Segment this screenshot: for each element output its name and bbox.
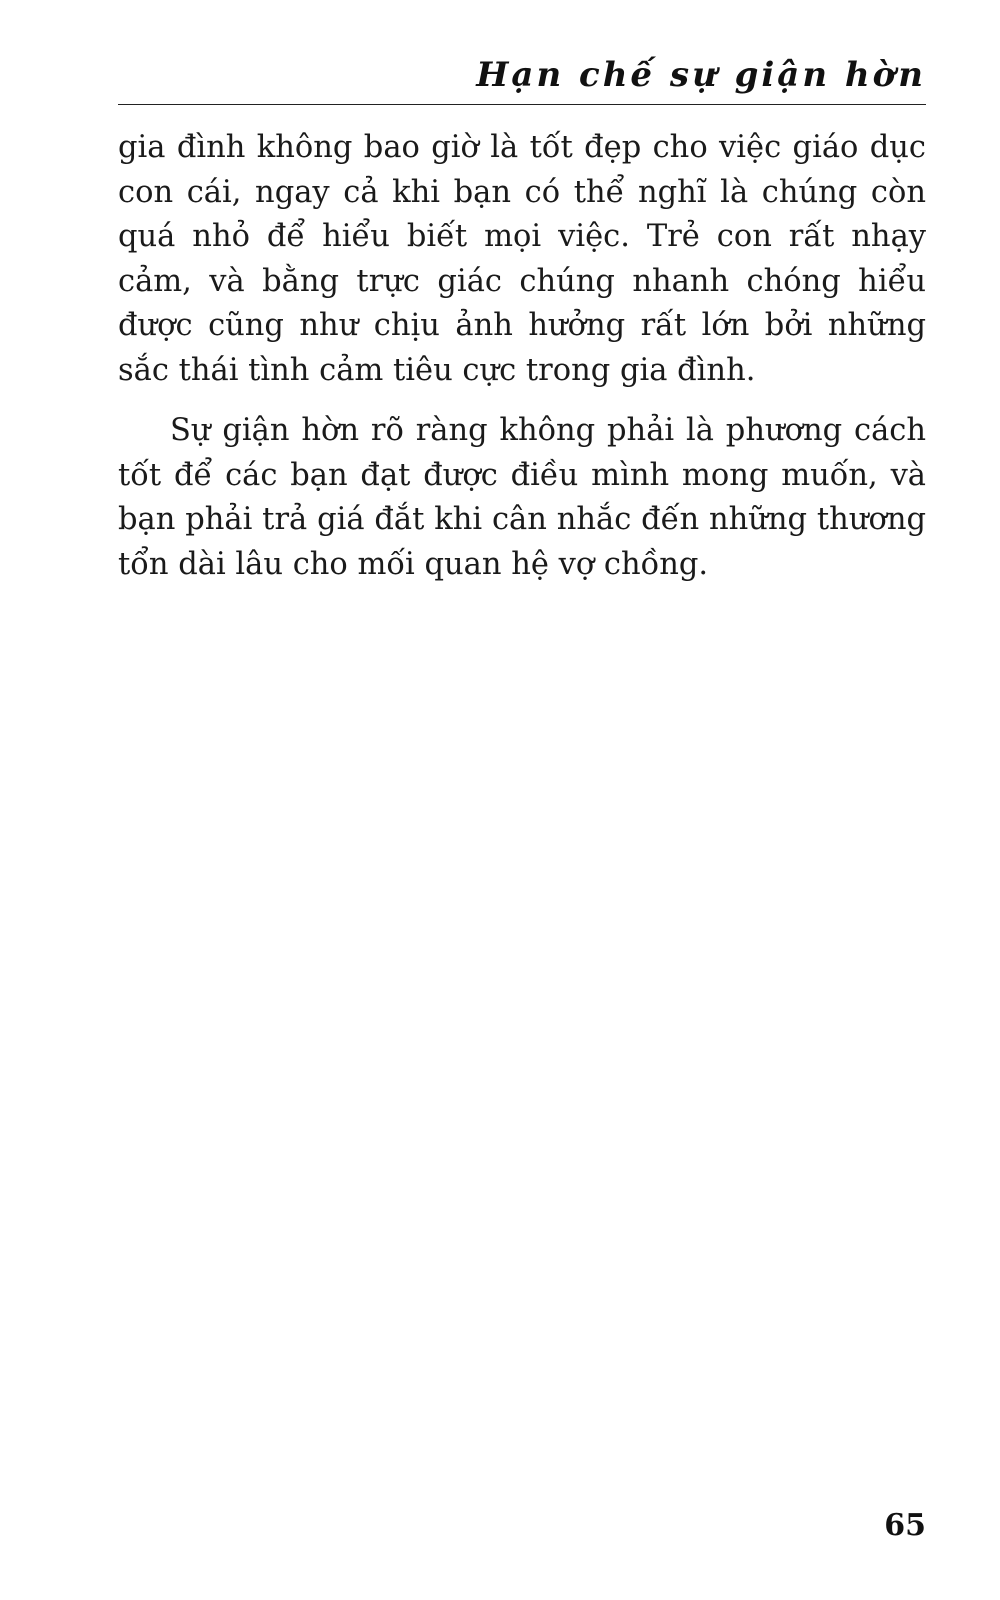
page-number: 65	[884, 1508, 926, 1543]
paragraph-2: Sự giận hờn rõ ràng không phải là phương cách tốt để các bạn đạt được điều mình mong muốn, và bạn phải trả giá đắt khi cân nhắc đến những thương tổn dài lâu cho mối quan hệ vợ chồng.	[118, 413, 926, 582]
running-title: Hạn chế sự giận hờn	[476, 55, 926, 95]
paragraph-1: gia đình không bao giờ là tốt đẹp cho việc giáo dục con cái, ngay cả khi bạn có thể nghĩ là chúng còn quá nhỏ để hiểu biết mọi việc. Trẻ con rất nhạy cảm, và bằng trực giác chúng nhanh chóng hiểu được cũng như chịu ảnh hưởng rất lớn bởi những sắc thái tình cảm tiêu cực trong gia đình.	[118, 130, 926, 388]
body-text	[118, 126, 926, 587]
running-header	[118, 50, 926, 105]
